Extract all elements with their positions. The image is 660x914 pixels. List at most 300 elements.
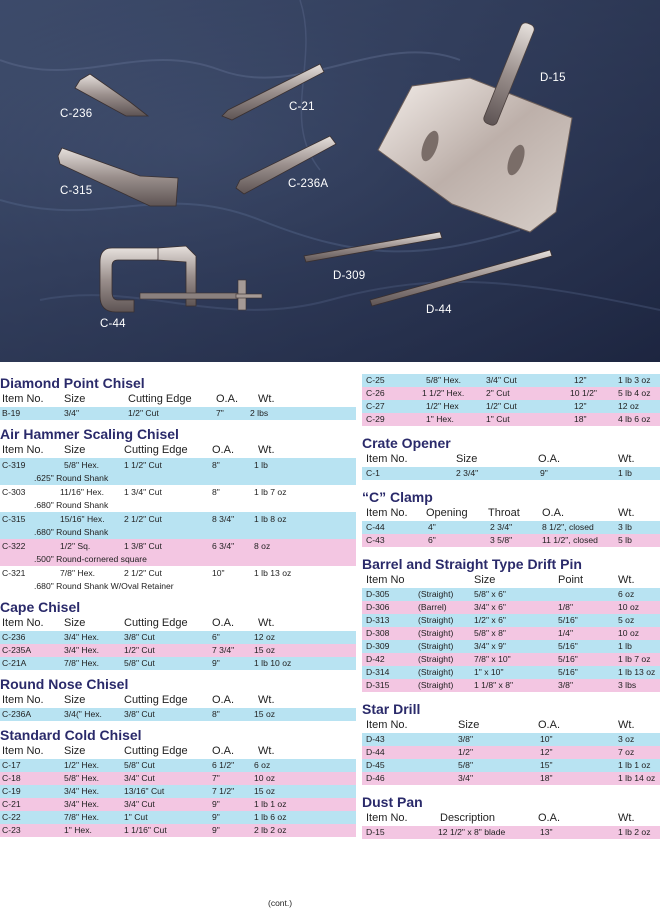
- cell-item: D-46: [366, 773, 385, 783]
- header-oa: O.A.: [212, 444, 235, 456]
- header-point: Point: [558, 574, 584, 586]
- cell-item: D-313: [366, 615, 390, 625]
- cell-point: 5/16": [558, 667, 578, 677]
- header-size: Size: [456, 453, 478, 465]
- right-column: [362, 374, 660, 839]
- header-wt: Wt.: [258, 745, 275, 757]
- cell-item: D-309: [366, 641, 390, 651]
- section-title: “C” Clamp: [362, 489, 433, 505]
- cell-item: C-315: [2, 514, 26, 524]
- cell-item: D-43: [366, 734, 385, 744]
- table-row: [362, 627, 660, 640]
- cell-item: C-19: [2, 786, 21, 796]
- cell-wt: 12 oz: [618, 401, 640, 411]
- cell-size: 7/8" Hex.: [64, 658, 100, 668]
- section-title: Dust Pan: [362, 794, 423, 810]
- header-item: Item No.: [2, 393, 44, 405]
- header-throat: Throat: [488, 507, 520, 519]
- cell-oa: 7 3/4": [212, 645, 235, 655]
- table-row: [0, 772, 356, 785]
- cell-wt: 5 lb 4 oz: [618, 388, 651, 398]
- cell-wt: 12 oz: [254, 632, 276, 642]
- table-row: [0, 708, 356, 721]
- cell-wt: 1 lb 13 oz: [254, 568, 292, 578]
- cell-size: 5/8" x 6": [474, 589, 506, 599]
- cell-oa: 8 3/4": [212, 514, 235, 524]
- cell-wt: 1 lb 1 oz: [618, 760, 651, 770]
- cell-size: 3/4": [64, 408, 79, 418]
- cell-point: 5/16": [558, 641, 578, 651]
- header-item: Item No.: [2, 694, 44, 706]
- cell-item: D-42: [366, 654, 385, 664]
- cell-size: 3/4" x 9": [474, 641, 506, 651]
- header-oa: O.A.: [538, 812, 561, 824]
- cell-oa: 7 1/2": [212, 786, 235, 796]
- cell-edge: 3/4" Cut: [124, 773, 155, 783]
- cell-edge: 3/4" Cut: [124, 799, 155, 809]
- cell-note: .625" Round Shank: [34, 473, 109, 483]
- cell-size: 5/8" Hex.: [426, 375, 462, 385]
- cell-oa: 6": [212, 632, 220, 642]
- cell-edge: 1 3/4" Cut: [124, 487, 162, 497]
- cell-item: C-236: [2, 632, 26, 642]
- header-wt: Wt.: [618, 812, 635, 824]
- table-row: [0, 539, 356, 566]
- cell-size: 15/16" Hex.: [60, 514, 105, 524]
- cell-oa: 18": [574, 414, 587, 424]
- cell-wt: 10 oz: [254, 773, 276, 783]
- section-air-hammer-scaling-chisel: [0, 425, 356, 593]
- cell-size: 7/8" x 10": [474, 654, 511, 664]
- cell-item: D-315: [366, 680, 390, 690]
- table-header: [362, 507, 660, 521]
- table-row: [0, 644, 356, 657]
- cell-edge: 2" Cut: [486, 388, 510, 398]
- photo-label-c21: C-21: [289, 101, 315, 113]
- cell-item: C-236A: [2, 709, 32, 719]
- cell-edge: 2 1/2" Cut: [124, 568, 162, 578]
- cell-wt: 15 oz: [254, 786, 276, 796]
- header-oa: O.A.: [212, 694, 235, 706]
- header-opening: Opening: [426, 507, 468, 519]
- cell-item: C-27: [366, 401, 385, 411]
- cell-opening: 6": [428, 535, 436, 545]
- table-header: [0, 694, 356, 708]
- cell-oa: 6 1/2": [212, 760, 235, 770]
- table-row: [362, 653, 660, 666]
- cell-item: C-321: [2, 568, 26, 578]
- section-title: Barrel and Straight Type Drift Pin: [362, 556, 582, 572]
- section-drift-pin: [362, 555, 660, 692]
- header-wt: Wt.: [258, 617, 275, 629]
- cell-point: 1/8": [558, 602, 573, 612]
- header-size: Size: [64, 393, 86, 405]
- cell-item: C-29: [366, 414, 385, 424]
- cell-wt: 5 oz: [618, 615, 635, 625]
- table-row: [0, 785, 356, 798]
- header-wt: Wt.: [618, 453, 635, 465]
- header-item: Item No.: [366, 507, 408, 519]
- header-edge: Cutting Edge: [124, 617, 188, 629]
- cell-item: C-43: [366, 535, 385, 545]
- section-crate-opener: [362, 434, 660, 480]
- cell-throat: 2 3/4": [490, 522, 513, 532]
- cell-wt: 1 lb 2 oz: [618, 827, 651, 837]
- cell-wt: 1 lb 7 oz: [254, 487, 287, 497]
- cell-oa: 9": [212, 825, 220, 835]
- cell-size: 5/8": [458, 760, 473, 770]
- table-row: [362, 400, 660, 413]
- cell-size: 3/4" Hex.: [64, 786, 100, 796]
- section-standard-cold-chisel: [0, 726, 356, 837]
- cell-oa: 15": [540, 760, 553, 770]
- cell-item: C-303: [2, 487, 26, 497]
- table-header: [362, 719, 660, 733]
- cell-size: 1" x 10": [474, 667, 504, 677]
- header-wt: Wt.: [258, 444, 275, 456]
- cell-type: (Straight): [418, 680, 454, 690]
- cell-wt: 1 lb 3 oz: [618, 375, 651, 385]
- header-edge: Cutting Edge: [128, 393, 192, 405]
- cell-item: C-21A: [2, 658, 27, 668]
- cell-edge: 1 1/2" Cut: [124, 460, 162, 470]
- cell-edge: 5/8" Cut: [124, 658, 155, 668]
- cell-edge: 3/8" Cut: [124, 632, 155, 642]
- cell-throat: 3 5/8": [490, 535, 513, 545]
- cell-oa: 18": [540, 773, 553, 783]
- cell-item: D-15: [366, 827, 385, 837]
- cell-edge: 2 1/2" Cut: [124, 514, 162, 524]
- cell-item: D-308: [366, 628, 390, 638]
- photo-label-c315: C-315: [60, 185, 93, 197]
- cell-point: 3/8": [558, 680, 573, 690]
- table-header: [0, 745, 356, 759]
- cell-oa: 11 1/2", closed: [542, 535, 598, 545]
- cell-size: 1/2" Hex: [426, 401, 459, 411]
- cell-item: C-25: [366, 375, 385, 385]
- cell-wt: 10 oz: [618, 602, 640, 612]
- cell-item: C-21: [2, 799, 21, 809]
- cell-wt: 3 lbs: [618, 680, 637, 690]
- cell-item: B-19: [2, 408, 21, 418]
- cell-edge: 1 3/8" Cut: [124, 541, 162, 551]
- section-title: Diamond Point Chisel: [0, 375, 145, 391]
- section-diamond-point-chisel: [0, 374, 356, 420]
- cell-size: 3/4": [458, 773, 473, 783]
- table-row: [362, 640, 660, 653]
- cell-edge: 1/2" Cut: [128, 408, 159, 418]
- cell-item: D-44: [366, 747, 385, 757]
- cell-type: (Straight): [418, 654, 454, 664]
- table-row: [0, 485, 356, 512]
- cell-edge: 13/16" Cut: [124, 786, 165, 796]
- header-wt: Wt.: [618, 574, 635, 586]
- cell-item: C-44: [366, 522, 385, 532]
- table-row: [0, 798, 356, 811]
- cell-wt: 10 oz: [618, 628, 640, 638]
- table-row: [362, 387, 660, 400]
- table-row: [362, 759, 660, 772]
- cell-size: 3/4" Hex.: [64, 799, 100, 809]
- header-item: Item No.: [366, 719, 408, 731]
- cell-oa: 9": [540, 468, 548, 478]
- table-row: [0, 811, 356, 824]
- section-dust-pan: [362, 793, 660, 839]
- cell-note: .680" Round Shank: [34, 500, 109, 510]
- cell-edge: 3/8" Cut: [124, 709, 155, 719]
- cell-wt: 1 lb 10 oz: [254, 658, 292, 668]
- header-item: Item No.: [2, 444, 44, 456]
- cell-edge: 1" Cut: [486, 414, 510, 424]
- header-wt: Wt.: [618, 719, 635, 731]
- cell-wt: 1 lb: [254, 460, 268, 470]
- header-oa: O.A.: [542, 507, 565, 519]
- cell-oa: 9": [212, 658, 220, 668]
- table-header: [362, 453, 660, 467]
- table-row: [362, 467, 660, 480]
- cell-oa: 13": [540, 827, 553, 837]
- cell-wt: 1 lb 7 oz: [618, 654, 651, 664]
- cell-wt: 15 oz: [254, 645, 276, 655]
- header-oa: O.A.: [538, 453, 561, 465]
- cell-item: D-306: [366, 602, 390, 612]
- cell-oa: 9": [212, 799, 220, 809]
- cell-size: 1/2": [458, 747, 473, 757]
- photo-label-d15: D-15: [540, 72, 566, 84]
- cell-type: (Straight): [418, 589, 454, 599]
- cell-size: 5/8" Hex.: [64, 773, 100, 783]
- table-row: [362, 826, 660, 839]
- table-row: [0, 566, 356, 593]
- cell-wt: 6 oz: [618, 589, 635, 599]
- cell-item: D-305: [366, 589, 390, 599]
- cell-size: 3/4(" Hex.: [64, 709, 102, 719]
- cell-note: .500" Round-cornered square: [34, 554, 147, 564]
- cell-point: 5/16": [558, 654, 578, 664]
- cell-size: 3/4" Hex.: [64, 632, 100, 642]
- table-row: [0, 458, 356, 485]
- cell-size: 5/8" Hex.: [64, 460, 100, 470]
- cell-item: C-235A: [2, 645, 32, 655]
- cell-type: (Straight): [418, 628, 454, 638]
- cell-oa: 8": [212, 460, 220, 470]
- photo-label-d309: D-309: [333, 270, 366, 282]
- section-c-clamp: [362, 488, 660, 547]
- cell-size: 5/8" x 8": [474, 628, 506, 638]
- cell-oa: 10": [540, 734, 553, 744]
- cell-wt: 15 oz: [254, 709, 276, 719]
- cell-item: D-45: [366, 760, 385, 770]
- photo-label-d44: D-44: [426, 304, 452, 316]
- cell-oa: 7": [212, 773, 220, 783]
- table-row: [362, 534, 660, 547]
- cell-oa: 6 3/4": [212, 541, 235, 551]
- cell-oa: 12": [574, 375, 587, 385]
- cell-size: 1" Hex.: [426, 414, 454, 424]
- cell-item: C-26: [366, 388, 385, 398]
- cell-note: .680" Round Shank W/Oval Retainer: [34, 581, 174, 591]
- header-wt: Wt.: [258, 694, 275, 706]
- cell-item: C-1: [366, 468, 380, 478]
- section-cold-chisel-continued: [362, 374, 660, 426]
- table-row: [362, 374, 660, 387]
- cell-item: D-314: [366, 667, 390, 677]
- header-edge: Cutting Edge: [124, 745, 188, 757]
- cell-item: C-22: [2, 812, 21, 822]
- continued-note: (cont.): [268, 898, 293, 908]
- cell-oa: 12": [540, 747, 553, 757]
- table-header: [0, 444, 356, 458]
- cell-type: (Straight): [418, 615, 454, 625]
- header-size: Size: [64, 617, 86, 629]
- cell-point: 5/16": [558, 615, 578, 625]
- table-row: [0, 657, 356, 670]
- cell-edge: 1" Cut: [124, 812, 148, 822]
- table-row: [362, 588, 660, 601]
- cell-wt: 1 lb: [618, 468, 632, 478]
- header-oa: O.A.: [538, 719, 561, 731]
- cell-wt: 2 lbs: [250, 408, 269, 418]
- cell-oa: 10": [212, 568, 225, 578]
- table-row: [0, 512, 356, 539]
- cell-oa: 8": [212, 487, 220, 497]
- cell-size: 7/8" Hex.: [60, 568, 96, 578]
- table-row: [362, 601, 660, 614]
- cell-size: 1" Hex.: [64, 825, 92, 835]
- cell-size: 7/8" Hex.: [64, 812, 100, 822]
- cell-size: 3/4" Hex.: [64, 645, 100, 655]
- header-item: Item No.: [366, 453, 408, 465]
- section-cape-chisel: [0, 598, 356, 670]
- header-description: Description: [440, 812, 496, 824]
- header-size: Size: [64, 444, 86, 456]
- table-row: [0, 759, 356, 772]
- cell-wt: 8 oz: [254, 541, 271, 551]
- section-star-drill: [362, 700, 660, 785]
- cell-item: C-322: [2, 541, 26, 551]
- table-row: [362, 413, 660, 426]
- cell-oa: 9": [212, 812, 220, 822]
- cell-item: C-18: [2, 773, 21, 783]
- cell-oa: 8": [212, 709, 220, 719]
- cell-size: 3/8": [458, 734, 473, 744]
- cell-opening: 4": [428, 522, 436, 532]
- cell-point: 1/4": [558, 628, 573, 638]
- cell-item: C-319: [2, 460, 26, 470]
- photo-label-c236a: C-236A: [288, 178, 329, 190]
- cell-type: (Barrel): [418, 602, 447, 612]
- cell-wt: 1 lb 1 oz: [254, 799, 287, 809]
- cell-size: 1/2" Sq.: [60, 541, 91, 551]
- table-row: [362, 746, 660, 759]
- section-title: Cape Chisel: [0, 599, 81, 615]
- cell-wt: 5 lb: [618, 535, 632, 545]
- header-item: Item No: [366, 574, 405, 586]
- header-edge: Cutting Edge: [124, 444, 188, 456]
- cell-edge: 1/2" Cut: [486, 401, 517, 411]
- header-wt: Wt.: [618, 507, 635, 519]
- cell-item: C-23: [2, 825, 21, 835]
- left-column: [0, 374, 356, 837]
- header-edge: Cutting Edge: [124, 694, 188, 706]
- section-round-nose-chisel: [0, 675, 356, 721]
- cell-type: (Straight): [418, 641, 454, 651]
- header-item: Item No.: [366, 812, 408, 824]
- tools-illustration: [0, 0, 660, 362]
- table-row: [362, 733, 660, 746]
- product-photo: [0, 0, 660, 362]
- cell-wt: 1 lb: [618, 641, 632, 651]
- cell-note: .680" Round Shank: [34, 527, 109, 537]
- cell-size: 2 3/4": [456, 468, 479, 478]
- cell-size: 11/16" Hex.: [60, 487, 104, 497]
- header-item: Item No.: [2, 745, 44, 757]
- table-row: [362, 679, 660, 692]
- cell-wt: 2 lb 2 oz: [254, 825, 287, 835]
- cell-item: C-17: [2, 760, 21, 770]
- cell-size: 1 1/2" Hex.: [422, 388, 465, 398]
- cell-oa: 12": [574, 401, 587, 411]
- table-row: [362, 521, 660, 534]
- header-size: Size: [64, 745, 86, 757]
- cell-wt: 1 lb 14 oz: [618, 773, 656, 783]
- cell-edge: 1/2" Cut: [124, 645, 155, 655]
- cell-edge: 1 1/16" Cut: [124, 825, 167, 835]
- header-size: Size: [64, 694, 86, 706]
- cell-type: (Straight): [418, 667, 454, 677]
- cell-wt: 1 lb 13 oz: [618, 667, 656, 677]
- cell-wt: 1 lb 8 oz: [254, 514, 287, 524]
- cell-edge: 5/8" Cut: [124, 760, 155, 770]
- photo-label-c44: C-44: [100, 318, 126, 330]
- section-title: Round Nose Chisel: [0, 676, 129, 692]
- header-wt: Wt.: [258, 393, 275, 405]
- table-header: [362, 574, 660, 588]
- table-row: [362, 666, 660, 679]
- cell-size: 1/2" Hex.: [64, 760, 100, 770]
- header-oa: O.A.: [216, 393, 239, 405]
- section-title: Crate Opener: [362, 435, 451, 451]
- table-header: [0, 617, 356, 631]
- cell-wt: 6 oz: [254, 760, 271, 770]
- header-size: Size: [474, 574, 496, 586]
- header-item: Item No.: [2, 617, 44, 629]
- section-title: Air Hammer Scaling Chisel: [0, 426, 179, 442]
- header-size: Size: [458, 719, 480, 731]
- cell-size: 1 1/8" x 8": [474, 680, 514, 690]
- table-row: [0, 631, 356, 644]
- cell-size: 1/2" x 6": [474, 615, 506, 625]
- section-title: Star Drill: [362, 701, 421, 717]
- cell-wt: 1 lb 6 oz: [254, 812, 287, 822]
- header-oa: O.A.: [212, 745, 235, 757]
- cell-oa: 8 1/2", closed: [542, 522, 594, 532]
- table-row: [0, 407, 356, 420]
- table-row: [362, 614, 660, 627]
- cell-oa: 7": [216, 408, 224, 418]
- cell-wt: 4 lb 6 oz: [618, 414, 651, 424]
- cell-wt: 7 oz: [618, 747, 635, 757]
- photo-label-c236: C-236: [60, 108, 93, 120]
- cell-wt: 3 oz: [618, 734, 635, 744]
- header-oa: O.A.: [212, 617, 235, 629]
- table-header: [362, 812, 660, 826]
- table-row: [362, 772, 660, 785]
- cell-size: 3/4" x 6": [474, 602, 506, 612]
- cell-edge: 3/4" Cut: [486, 375, 517, 385]
- table-row: [0, 824, 356, 837]
- cell-description: 12 1/2" x 8" blade: [438, 827, 506, 837]
